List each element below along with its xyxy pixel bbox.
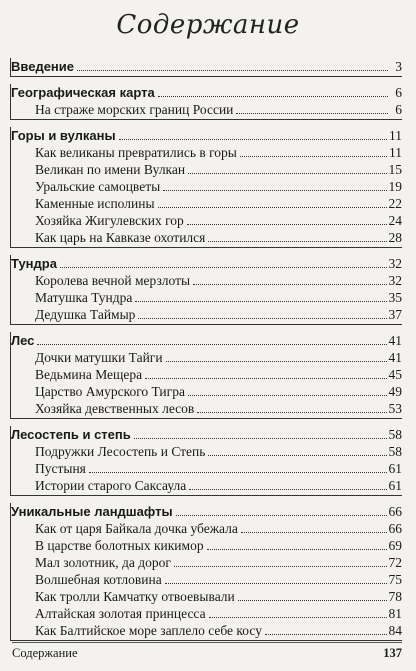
toc-entry-page-number: 35 (388, 290, 402, 305)
toc-entry (11, 537, 402, 554)
toc-entry-label: Царство Амурского Тигра (35, 384, 185, 399)
section-heading-page-number: 41 (388, 333, 402, 348)
toc-entry-label: Великан по имени Вулкан (35, 162, 186, 177)
toc-entry (11, 443, 402, 460)
section-heading (11, 58, 402, 75)
toc-entry-label: Ведьмина Мещера (35, 367, 143, 382)
dot-leader (174, 565, 387, 567)
toc-entry-label: Подружки Лесостепь и Степь (35, 444, 206, 459)
toc-section (10, 332, 402, 419)
table-of-contents (10, 58, 402, 648)
toc-entry (11, 520, 402, 537)
toc-entry (11, 460, 402, 477)
toc-entry-label: Волшебная котловина (35, 572, 162, 587)
section-heading (11, 332, 402, 349)
dot-leader (119, 138, 387, 140)
toc-entry-label: Каменные исполины (35, 196, 155, 211)
toc-entry (11, 229, 402, 246)
toc-entry-page-number: 41 (388, 350, 402, 365)
toc-entry-label: Дедушка Таймыр (35, 307, 136, 322)
toc-entry (11, 272, 402, 289)
dot-leader (265, 633, 387, 635)
toc-entry (11, 366, 402, 383)
toc-entry-page-number: 78 (388, 589, 402, 604)
toc-entry-page-number: 45 (388, 367, 402, 382)
toc-entry (11, 212, 402, 229)
section-heading (11, 255, 402, 272)
dot-leader (187, 223, 387, 225)
page-title: Содержание (116, 10, 300, 40)
dot-leader (166, 360, 387, 362)
toc-entry-page-number: 28 (388, 230, 402, 245)
section-heading-label: Лес (11, 333, 35, 348)
dot-leader (208, 240, 386, 242)
dot-leader (165, 582, 387, 584)
toc-section (10, 58, 402, 77)
section-heading-label: Лесостепь и степь (11, 427, 131, 442)
toc-entry-label: Пустыня (35, 461, 86, 476)
dot-leader (176, 514, 387, 516)
toc-entry-label: Мал золотник, да дорог (35, 555, 171, 570)
section-heading-page-number: 11 (389, 128, 402, 143)
toc-section (10, 426, 402, 496)
toc-entry-label: Дочки матушки Тайги (35, 350, 163, 365)
toc-entry-page-number: 53 (388, 401, 402, 416)
section-heading-label: Уникальные ландшафты (11, 504, 173, 519)
dot-leader (37, 343, 386, 345)
toc-entry-label: Королева вечной мерзлоты (35, 273, 191, 288)
toc-entry-page-number: 24 (388, 213, 402, 228)
toc-entry-label: Алтайская золотая принцесса (35, 606, 206, 621)
toc-entry-page-number: 75 (388, 572, 402, 587)
footer-label: Содержание (12, 646, 78, 660)
toc-entry-page-number: 6 (395, 102, 402, 117)
section-heading-page-number: 58 (388, 427, 402, 442)
page-footer (12, 642, 402, 661)
toc-entry-page-number: 15 (388, 162, 402, 177)
section-heading (11, 84, 402, 101)
dot-leader (207, 548, 387, 550)
dot-leader (135, 300, 386, 302)
section-heading-page-number: 32 (388, 256, 402, 271)
dot-leader (158, 206, 387, 208)
dot-leader (208, 454, 386, 456)
section-heading (11, 426, 402, 443)
toc-entry-page-number: 22 (388, 196, 402, 211)
section-heading (11, 503, 402, 520)
toc-entry (11, 571, 402, 588)
toc-entry-label: Как великаны превратились в горы (35, 145, 237, 160)
dot-leader (209, 616, 387, 618)
dot-leader (158, 95, 388, 97)
toc-entry-page-number: 61 (388, 478, 402, 493)
toc-entry-page-number: 19 (388, 179, 402, 194)
toc-entry-page-number: 32 (388, 273, 402, 288)
toc-entry (11, 178, 402, 195)
toc-entry-page-number: 84 (388, 623, 402, 638)
section-heading-page-number: 3 (395, 59, 402, 74)
toc-entry (11, 383, 402, 400)
dot-leader (193, 283, 386, 285)
dot-leader (77, 69, 388, 71)
dot-leader (236, 112, 388, 114)
dot-leader (241, 531, 387, 533)
dot-leader (189, 488, 386, 490)
section-heading-page-number: 6 (395, 85, 402, 100)
dot-leader (238, 599, 387, 601)
section-heading-page-number: 66 (388, 504, 402, 519)
toc-entry (11, 306, 402, 323)
dot-leader (134, 437, 387, 439)
toc-entry-page-number: 37 (388, 307, 402, 322)
toc-entry-page-number: 11 (389, 145, 402, 160)
section-heading-label: Географическая карта (11, 85, 155, 100)
toc-entry-label: Хозяйка Жигулевских гор (35, 213, 184, 228)
toc-section (10, 84, 402, 120)
footer-page-number: 137 (383, 646, 402, 660)
toc-entry-label: Как тролли Камчатку отвоевывали (35, 589, 235, 604)
toc-section (10, 127, 402, 248)
section-heading-label: Тундра (11, 256, 57, 271)
section-heading (11, 127, 402, 144)
toc-entry-label: Хозяйка девственных лесов (35, 401, 195, 416)
toc-entry-label: В царстве болотных кикимор (35, 538, 204, 553)
toc-entry (11, 195, 402, 212)
toc-entry-page-number: 81 (388, 606, 402, 621)
toc-entry-label: Истории старого Саксаула (35, 478, 187, 493)
toc-entry (11, 349, 402, 366)
toc-section (10, 255, 402, 325)
dot-leader (188, 394, 387, 396)
toc-entry-page-number: 69 (388, 538, 402, 553)
toc-section (10, 503, 402, 641)
dot-leader (60, 266, 387, 268)
dot-leader (163, 189, 386, 191)
toc-entry (11, 101, 402, 118)
toc-entry (11, 477, 402, 494)
toc-entry (11, 400, 402, 417)
section-heading-label: Горы и вулканы (11, 128, 116, 143)
toc-entry (11, 161, 402, 178)
toc-entry-label: На страже морских границ России (35, 102, 234, 117)
toc-entry (11, 622, 402, 639)
toc-entry-page-number: 61 (388, 461, 402, 476)
toc-entry-page-number: 58 (388, 444, 402, 459)
toc-entry (11, 554, 402, 571)
toc-entry-page-number: 49 (388, 384, 402, 399)
section-heading-label: Введение (11, 59, 74, 74)
dot-leader (89, 471, 387, 473)
toc-entry (11, 605, 402, 622)
toc-entry-label: Как от царя Байкала дочка убежала (35, 521, 238, 536)
toc-entry-label: Уральские самоцветы (35, 179, 161, 194)
dot-leader (138, 317, 386, 319)
toc-entry (11, 289, 402, 306)
toc-entry-label: Матушка Тундра (35, 290, 133, 305)
toc-entry-page-number: 66 (388, 521, 402, 536)
toc-entry-label: Как Балтийское море заплело себе косу (35, 623, 262, 638)
toc-entry (11, 144, 402, 161)
dot-leader (197, 411, 386, 413)
toc-entry-label: Как царь на Кавказе охотился (35, 230, 206, 245)
dot-leader (188, 172, 386, 174)
toc-entry-page-number: 72 (388, 555, 402, 570)
dot-leader (240, 155, 387, 157)
toc-entry (11, 588, 402, 605)
dot-leader (145, 377, 386, 379)
